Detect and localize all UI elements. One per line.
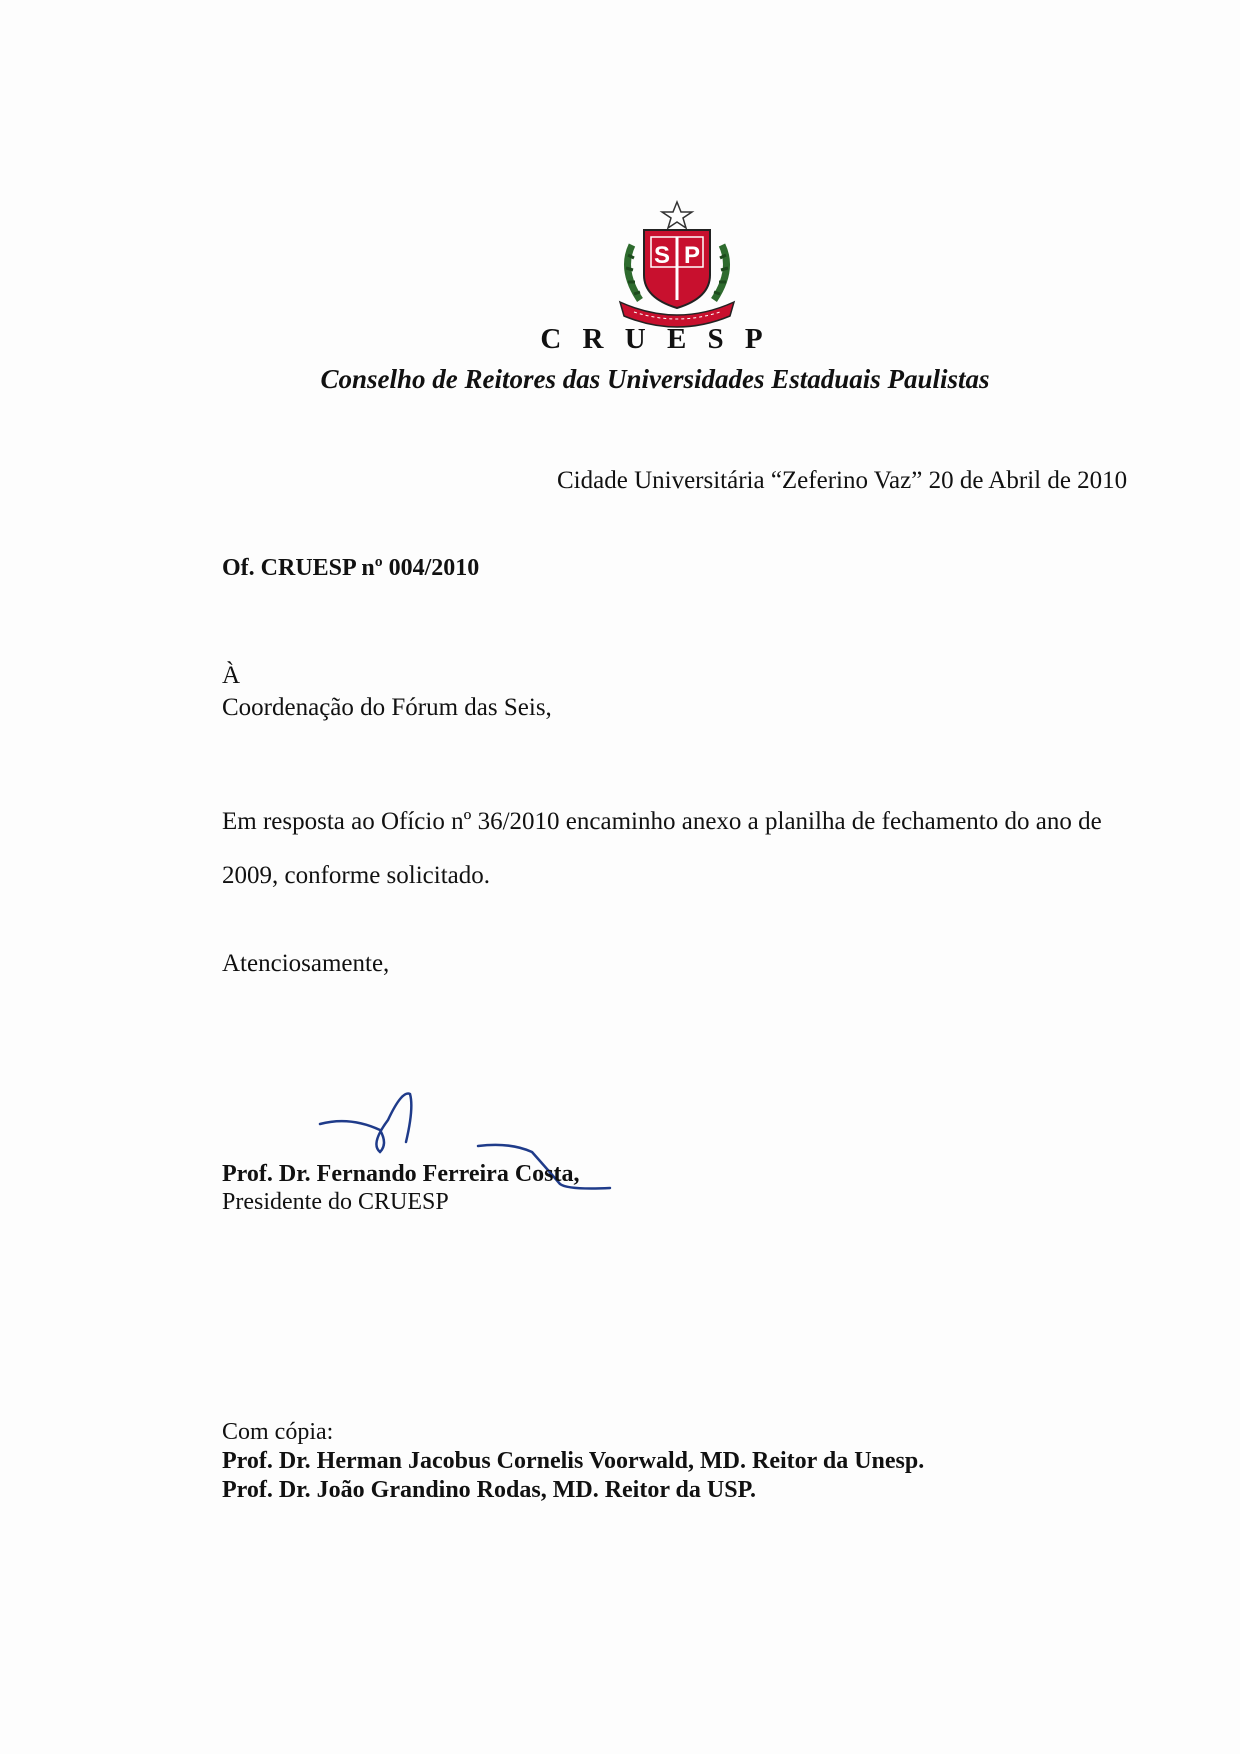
addressee-line-1: À xyxy=(222,662,241,689)
addressee xyxy=(222,660,552,724)
copy-recipient: Prof. Dr. João Grandino Rodas, MD. Reitor da USP. xyxy=(222,1477,757,1503)
copy-recipients xyxy=(222,1418,924,1505)
svg-text:S: S xyxy=(653,242,671,269)
organization-acronym: C R U E S P xyxy=(540,323,770,355)
addressee-line-2: Coordenação do Fórum das Seis, xyxy=(222,694,552,721)
letter-reference-number: Of. CRUESP nº 004/2010 xyxy=(222,555,480,581)
closing: Atenciosamente, xyxy=(222,950,390,977)
signer-block xyxy=(222,1160,579,1216)
state-coat-of-arms-icon xyxy=(610,200,744,328)
signer-title: Presidente do CRUESP xyxy=(222,1189,449,1215)
letter-body: Em resposta ao Ofício nº 36/2010 encaminho anexo a planilha de fechamento do ano de 2009, conforme solicitado. xyxy=(222,808,1102,889)
copy-recipient: Prof. Dr. Herman Jacobus Cornelis Voorwald, MD. Reitor da Unesp. xyxy=(222,1448,925,1474)
signer-name: Prof. Dr. Fernando Ferreira Costa, xyxy=(222,1161,580,1187)
place-and-date: Cidade Universitária “Zeferino Vaz” 20 de Abril de 2010 xyxy=(557,467,1128,494)
organization-full-name: Conselho de Reitores das Universidades Estaduais Paulistas xyxy=(320,364,990,394)
svg-text:P: P xyxy=(683,242,701,269)
copy-label: Com cópia: xyxy=(222,1419,334,1445)
